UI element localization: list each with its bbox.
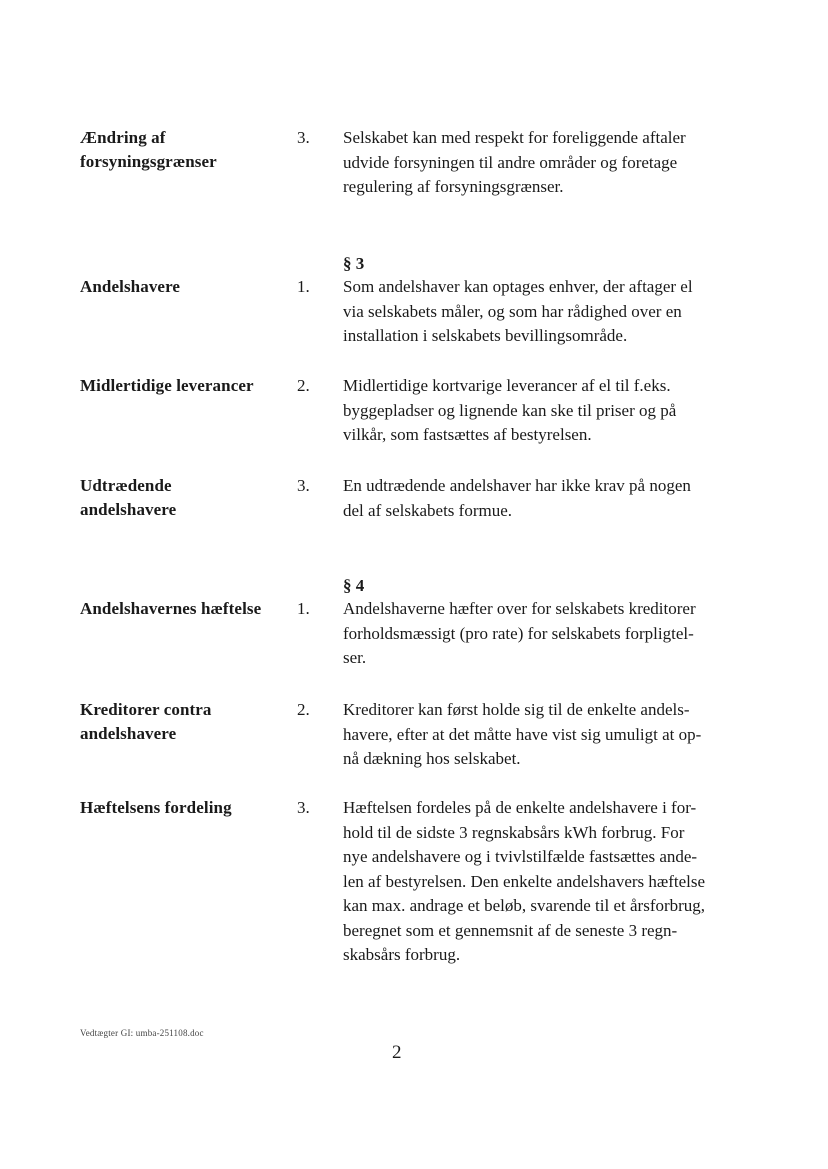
text-line: En udtrædende andelshaver har ikke krav på nogen (343, 476, 691, 495)
text-line: Som andelshaver kan optages enhver, der aftager el (343, 277, 693, 296)
clause-text (343, 796, 733, 968)
clause-text (343, 275, 733, 349)
section-heading-3: § 3 (343, 254, 365, 273)
label-line: Andelshavernes hæftelse (80, 599, 262, 618)
clause-text (343, 126, 733, 200)
clause-label (80, 796, 280, 820)
text-line: kan max. andrage et beløb, svarende til et årsforbrug, (343, 896, 706, 915)
text-line: nye andelshavere og i tvivlstilfælde fastsættes ande- (343, 847, 698, 866)
clause-label (80, 698, 280, 746)
text-line: Midlertidige kortvarige leverancer af el til f.eks. (343, 376, 671, 395)
text-line: Hæftelsen fordeles på de enkelte andelshavere i for- (343, 798, 697, 817)
label-line: Ændring af (80, 128, 166, 147)
text-line: Andelshaverne hæfter over for selskabets kreditorer (343, 599, 696, 618)
text-line: hold til de sidste 3 regnskabsårs kWh forbrug. For (343, 822, 685, 842)
label-line: Midlertidige leverancer (80, 376, 254, 395)
text-line: nå dækning hos selskabet. (343, 749, 521, 768)
section-heading-4: § 4 (343, 576, 365, 595)
text-line: Selskabet kan med respekt for foreliggende aftaler (343, 128, 686, 147)
clause-number: 1. (297, 599, 310, 618)
text-line: havere, efter at det måtte have vist sig umuligt at op- (343, 724, 702, 744)
text-line: Kreditorer kan først holde sig til de enkelte andels- (343, 700, 690, 719)
clause-text (343, 597, 733, 671)
clause-text (343, 474, 733, 523)
clause-label (80, 275, 280, 299)
footer-filename: Vedtægter GI: umba-251108.doc (80, 1028, 204, 1038)
label-line: Hæftelsens fordeling (80, 798, 232, 817)
label-line: Udtrædende (80, 476, 172, 495)
clause-number: 2. (297, 376, 310, 395)
label-line: Kreditorer contra (80, 700, 212, 719)
clause-label (80, 474, 280, 522)
clause-text (343, 698, 733, 772)
text-line: udvide forsyningen til andre områder og foretage (343, 152, 678, 172)
text-line: via selskabets måler, og som har rådighed over en (343, 301, 682, 321)
text-line: len af bestyrelsen. Den enkelte andelshavers hæftelse (343, 871, 706, 891)
label-line: Andelshavere (80, 277, 181, 296)
page-number: 2 (392, 1042, 402, 1063)
clause-label (80, 597, 280, 621)
clause-number: 2. (297, 700, 310, 719)
clause-label (80, 126, 280, 174)
label-line: andelshavere (80, 724, 177, 743)
text-line: installation i selskabets bevillingsområde. (343, 326, 628, 345)
clause-number: 1. (297, 277, 310, 296)
text-line: ser. (343, 648, 367, 667)
clause-number: 3. (297, 476, 310, 495)
text-line: vilkår, som fastsættes af bestyrelsen. (343, 425, 592, 444)
text-line: beregnet som et gennemsnit af de seneste 3 regn- (343, 920, 678, 940)
text-line: del af selskabets formue. (343, 500, 512, 520)
clause-text (343, 374, 733, 448)
text-line: regulering af forsyningsgrænser. (343, 177, 564, 196)
label-line: andelshavere (80, 500, 177, 519)
clause-number: 3. (297, 128, 310, 147)
text-line: byggepladser og lignende kan ske til priser og på (343, 400, 677, 420)
text-line: skabsårs forbrug. (343, 945, 461, 964)
label-line: forsyningsgrænser (80, 152, 217, 171)
clause-label (80, 374, 280, 398)
text-line: forholdsmæssigt (pro rate) for selskabets forpligtel- (343, 623, 694, 643)
clause-number: 3. (297, 798, 310, 817)
